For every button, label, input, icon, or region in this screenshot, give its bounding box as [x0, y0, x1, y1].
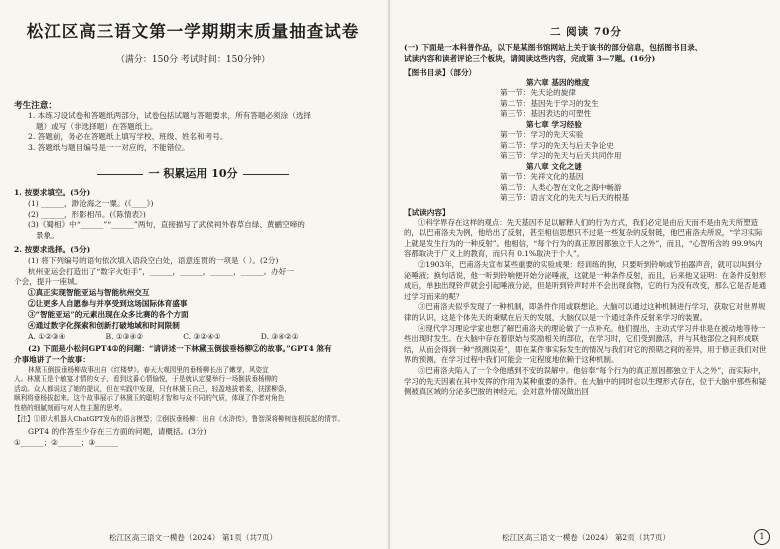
- page-number-badge: 1: [754, 529, 770, 545]
- option-line: ②让更多人自愿参与并享受到这场国际体育盛事: [28, 298, 188, 308]
- answer-blanks: ①______；②______；③______: [14, 438, 118, 448]
- reading-tag: 【试读内容】: [404, 207, 450, 217]
- story-line: 活动。众人都说这了她的提议，但在实践中发现，只有林黛玉自己，轻盈地拔着柔，扶摆柳条，: [14, 384, 291, 393]
- reading-paragraph: ⑤巴甫洛夫陷入了一个令他感到不安的误解中。他信奉“每个行为的真正原因都独立于人之外”，而实际中，学习的先天因素在其中发挥的作用为某种重要的条件。在大脑中的同时也以生理形式存在，位于大脑中那些和疑侧被真区域的分泌多巴胺的神经元，会对意外情况做出回: [404, 365, 767, 397]
- question-item: (2) ______，形影相吊。(《陈情表》): [28, 209, 146, 219]
- note-line: 2. 答题前，务必在答题纸上填写学校、班级、姓名和考号。: [28, 132, 228, 141]
- exam-title: 松江区高三语文第一学期期末质量抽查试卷: [26, 22, 360, 41]
- question-text: 介事地讲了一个故事：: [14, 355, 90, 365]
- question-text: (2) 下面是小松问GPT4①的问题：“请讲述一下林黛玉倒拔垂杨柳②的故事。”GPT4 煞有: [28, 344, 332, 354]
- story-line: 林黛玉倒拔垂杨柳故事出自《红楼梦》。春天大观园里的垂杨柳长出了嫩芽，风姿宜: [28, 365, 269, 374]
- reading-paragraph: ④现代学习理论学家也想了解巴甫洛夫的理论做了一点补充。他们提出，主动式学习并非是在被动地等待一些出现时发生。在大脑中存在着原始与奖励相关的部位，在学习时，它们受到激活，并与其他部位之间形成联结，从而会得到一种“预测误差”，即在某件事实际发生的情况与我们对它的预期之间的差异，用于修正我们对世界的预测，在学习过程中我们可能会一定程度地依赖于这种机制。: [404, 323, 767, 365]
- reading-paragraph: ②1903年，巴甫洛夫宣布某些重要的实验成果：经训练的狗，只要听到铃响或节拍器声音，就可以叫到分泌唾液；换句话说，他一听到铃响便开始分泌唾液，这就是一种条件反射，而且，后来他又证明：在条件反射形成后，单独出现铃声就会引起唾液分泌，但是听到铃声时并不会出现食物，它的行为没有改变，那么它是否是通过学习而来的呢？: [404, 259, 767, 301]
- reading-paragraph: ①科学界存在这样的观点：先天基因不足以解释人们的行为方式，我们必定是由后天而不是由先天所塑造的，以巴甫洛夫为例，他给出了反射，甚至相信思想只不过是一些复杂的反射链，他巴甫洛夫所说，“学习实际上就是发生行为的一种反射”。他相信，“每个行为的真正原因都独立于人之外”，而且，“心智所含的 99.9%内容都取决于广义上的教育，而只有 0.1%取决于个人”。: [404, 217, 763, 259]
- toc-section: 第三节：学习的先天与后天共同作用: [500, 151, 622, 161]
- toc-section: 第二节：学习的先天与后天争论史: [500, 140, 614, 150]
- section-rule: [97, 174, 143, 175]
- question-text: 个会，提升一座城。: [14, 277, 83, 287]
- page-divider: [388, 0, 390, 549]
- choice-d: D. ③④②①: [260, 332, 299, 342]
- exam-subtitle: （满分：150分 考试时间：150分钟）: [115, 55, 271, 65]
- toc-section: 第一节：先天论的旋律: [500, 88, 576, 98]
- table-of-contents: [404, 78, 768, 204]
- notes-heading: 考生注意：: [14, 101, 57, 111]
- option-line: ④通过数字化探索和创新打破地域和时间限制: [28, 320, 180, 330]
- story-line: 顺利将垂杨拔起来。这个故事展示了林黛玉的聪明才智和与众不同的气质，体现了作者对角色: [14, 394, 285, 403]
- reading-paragraph: ③巴甫洛夫似乎发现了一种机制，即条件作用或联想论。大脑可以通过这种机制进行学习，获取它对世界规律的认识，这是个体先天的秉赋在后天的发展，大脑仅以是一个通过条件反射来学习的装置。: [404, 302, 766, 322]
- choice-row: [14, 331, 372, 342]
- question-1-heading: 1. 按要求填空。(5分): [14, 188, 91, 197]
- reading-intro: 试读内容和读者评论三个板块，请阅读这些内容，完成第 3—7题。(16分): [404, 53, 656, 63]
- toc-section: 第二节：基因先于学习的发生: [500, 98, 599, 108]
- toc-chapter: 第七章 学习经验: [526, 119, 582, 129]
- section-label: 一 积累运用 10分: [148, 167, 238, 180]
- toc-section: 第三节：语言文化的先天与后天的根基: [500, 193, 630, 203]
- page-footer: 松江区高三语文一模卷（2024） 第1页（共7页）: [108, 533, 278, 542]
- choice-c: C. ③②④①: [183, 332, 221, 342]
- choice-b: B. ①③④②: [105, 332, 144, 342]
- toc-section: 第二节：人类心智在文化之海中畅游: [500, 182, 622, 192]
- story-line: 人。林黛玉是个敏宴才情的女子，看到这番心情愉悦，于是就认定要举行一场倒拔垂杨柳的: [14, 375, 278, 384]
- question-item: (1) ______，渺沧海之一粟。(《____》): [28, 198, 154, 208]
- toc-chapter: 第八章 文化之谜: [526, 161, 582, 171]
- question-text: GPT4 的作答至少存在三方面的问题，请概括。(3分): [28, 427, 207, 437]
- question-text: (1) 将下列编号的语句依次填入语段空白处，语意连贯的一项是（ ）。(2分): [28, 255, 279, 265]
- toc-section: 第一节：先祥文化的基因: [500, 172, 584, 182]
- section-rule: [243, 174, 289, 175]
- exam-page-2: [392, 0, 780, 549]
- exam-page-1: [0, 0, 386, 549]
- footnote: 【注】①即大机器人ChatGPT发布的语言模型；②倒拔垂杨柳：出自《水浒传》，鲁智深将柳树连根拔起的情节。: [14, 414, 344, 423]
- toc-section: 第一节：学习的先天实验: [500, 130, 584, 140]
- page-footer: 松江区高三语文一模卷（2024） 第2页（共7页）: [501, 533, 671, 542]
- question-text: 杭州亚运会打造出了“数字火炬手”，______，______，______，______。办好一: [28, 266, 294, 276]
- toc-chapter: 第六章 基因的维度: [526, 77, 590, 87]
- question-item: 景象。: [36, 231, 59, 241]
- note-line: 3. 答题纸与题目编号是一一对应的，不能错位。: [28, 142, 190, 152]
- toc-tag: 【图书目录】（部分）: [404, 67, 477, 77]
- note-line: 1. 本练习设试卷和答题纸两部分，试卷包括试题与答题要求，所有答题必须涂（选择: [28, 111, 312, 120]
- note-line: 题）或写（非选择题）在答题纸上。: [36, 121, 158, 131]
- reading-intro: (一) 下面是一本科普作品，以下是某图书馆网站上关于该书的部分信息，包括图书目录、: [404, 43, 703, 52]
- section-heading-1: [14, 165, 372, 181]
- option-line: ①真正实现智能亚运与智能杭州交互: [28, 288, 150, 298]
- story-line: 性格的细腻刻画与对人性主题的思考。: [14, 403, 127, 412]
- question-2-heading: 2. 按要求选择。(5分): [14, 244, 91, 254]
- option-line: ③“智能亚运”的元素出现在众多比赛的各个方面: [28, 309, 189, 319]
- question-item: (3)《蜀相》中“______”“______”两句，直接描写了武侯祠外春草自绿、黄鹂空啼的: [28, 220, 305, 230]
- choice-a: A. ①②③④: [28, 332, 66, 342]
- toc-section: 第三节：基因表达的可塑性: [500, 109, 592, 119]
- section-heading-2: 二 阅读 70分: [550, 26, 622, 38]
